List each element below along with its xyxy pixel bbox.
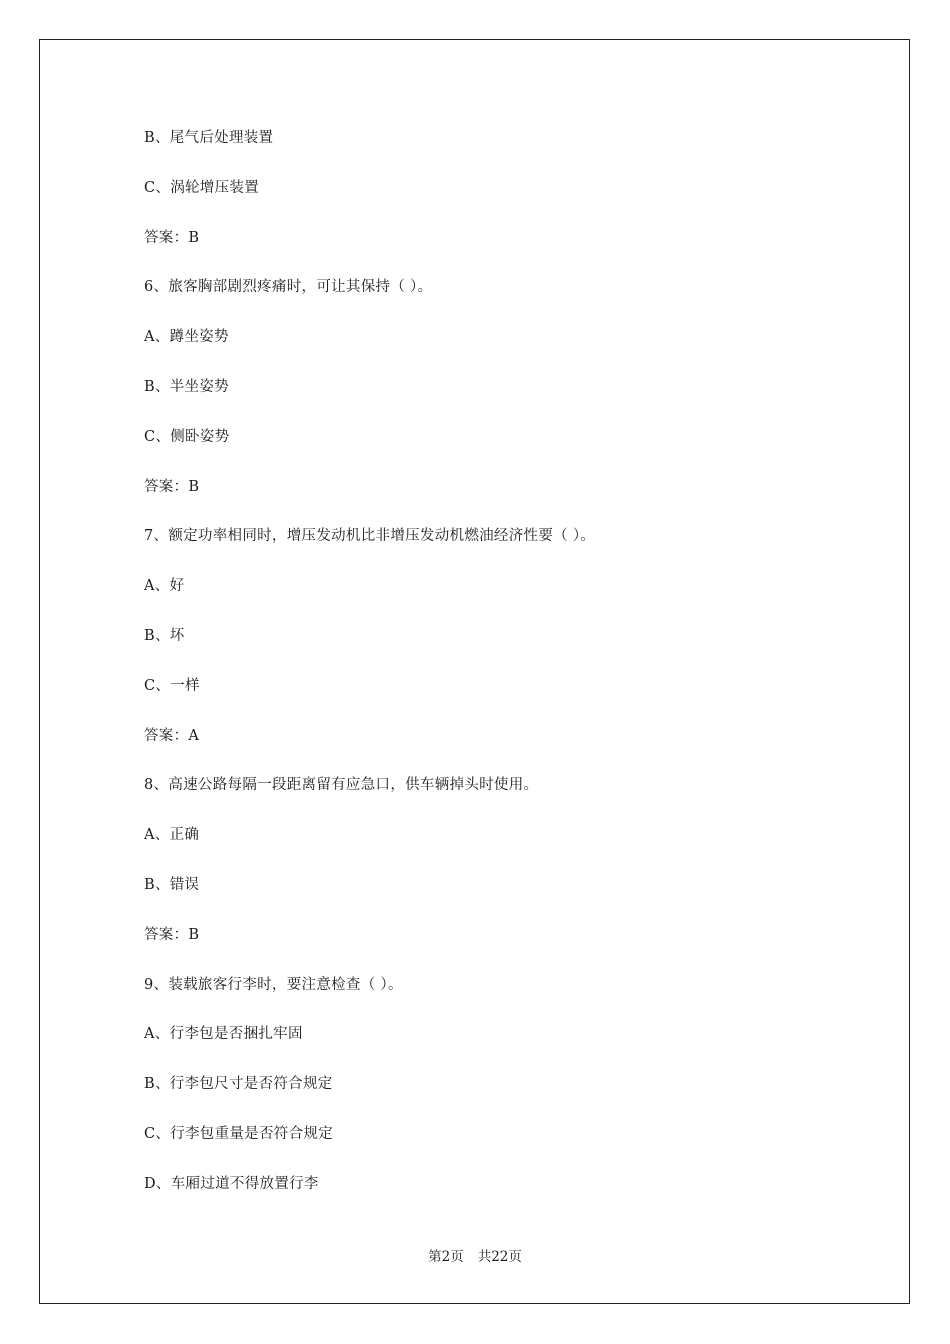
option-a-q6: A、蹲坐姿势 [144,329,229,346]
option-b-q6: B、半坐姿势 [144,378,229,395]
answer-q8: 答案：B [144,926,200,943]
option-c-q7: C、一样 [144,677,200,694]
question-9: 9、装载旅客行李时，要注意检查（ ）。 [144,976,403,993]
question-7: 7、额定功率相同时，增压发动机比非增压发动机燃油经济性要（ ）。 [144,528,596,545]
page-number: 第2页 [428,1249,464,1265]
answer-q7: 答案：A [144,727,200,744]
option-b-q7: B、坏 [144,627,185,644]
option-b-q8: B、错误 [144,876,200,893]
option-d-q9: D、车厢过道不得放置行李 [144,1175,319,1192]
option-c-q5: C、涡轮增压装置 [144,179,259,196]
page-total: 共22页 [477,1249,522,1265]
option-b-q9: B、行李包尺寸是否符合规定 [144,1076,333,1093]
option-c-q6: C、侧卧姿势 [144,428,230,445]
page-footer [0,1248,950,1266]
document-body [144,128,844,1224]
option-a-q7: A、好 [144,578,185,595]
option-b-q5: B、尾气后处理装置 [144,130,274,146]
option-c-q9: C、行李包重量是否符合规定 [144,1125,333,1142]
question-6: 6、旅客胸部剧烈疼痛时，可让其保持（ ）。 [144,279,433,296]
answer-q5: 答案：B [144,229,200,246]
option-a-q9: A、行李包是否捆扎牢固 [144,1026,303,1043]
answer-q6: 答案：B [144,478,200,495]
option-a-q8: A、正确 [144,827,200,844]
question-8: 8、高速公路每隔一段距离留有应急口，供车辆掉头时使用。 [144,777,539,794]
